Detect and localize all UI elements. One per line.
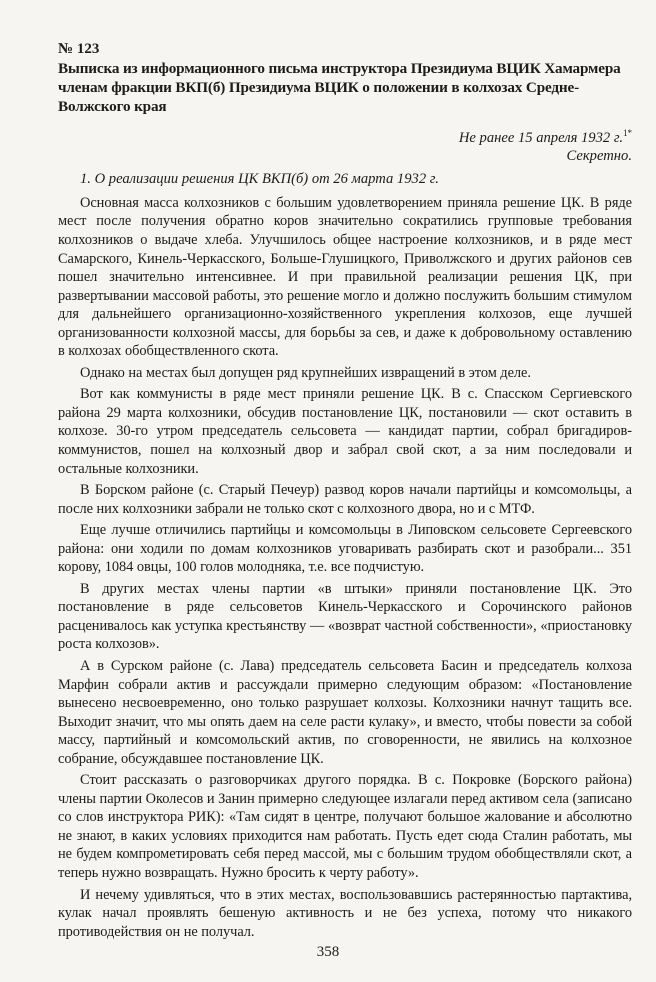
document-meta bbox=[58, 124, 632, 165]
paragraph: А в Сурском районе (с. Лава) председатель сельсовета Басин и председатель колхоза Марфин собрали актив и рассуждали примерно следующим образом: «Постановление вынесено несвоевременно, оно только разрушает колхозы. Колхозники начнут тащить все. Выходит значит, что мы опять даем на селе расти кулаку», и вместо, чтобы повести за собой массу, партийный и комсомольский актив, по сговоренности, не явились на колхозное собрание, обсуждавшее постановление ЦК. bbox=[58, 657, 632, 767]
paragraph: В других местах члены партии «в штыки» приняли постановление ЦК. Это постановление в ряде сельсоветов Кинель-Черкасского и Сорочинского районов расценивалось как уступка крестьянству — «возврат частной собственности», «приостановку роста колхозов». bbox=[58, 580, 632, 653]
paragraph: Стоит рассказать о разговорчиках другого порядка. В с. Покровке (Борского района) члены партии Околесов и Занин примерно следующее излагали перед активом села (записано со слов инструктора РИК): «Там сидят в центре, получают большое жалование и абсолютно не знают, в каких условиях приходится нам работать. Пусть едет сюда Сталин работать, мы не будем компрометировать себя перед массой, мы с большим трудом обобществляли скот, а теперь нужно возвращать. Нужно бросить к черту работу». bbox=[58, 772, 632, 881]
paragraph: Вот как коммунисты в ряде мест приняли решение ЦК. В с. Спасском Сергиевского района 29 марта колхозники, обсудив постановление ЦК, постановили — скот оставить в колхозе. 30-го утром председатель сельсовета — кандидат партии, собрал бригадиров-коммунистов, пошел на колхозный двор и забрал свой скот, а за ним последовали и остальные колхозники. bbox=[58, 386, 632, 477]
classification-stamp: Секретно. bbox=[566, 147, 632, 164]
paragraph: И нечему удивляться, что в этих местах, воспользовавшись растерянностью партактива, кулак начал проявлять бешеную активность и не без успеха, потому что никакого противодействия он не получал. bbox=[58, 886, 632, 940]
paragraph: Однако на местах был допущен ряд крупнейших извращений в этом деле. bbox=[80, 364, 531, 381]
paragraph: Еще лучше отличились партийцы и комсомольцы в Липовском сельсовете Сергеевского района: они ходили по домам колхозников уговаривать разбирать скот и разобрали... 351 корову, 1084 овцы, 100 голов молодняка, т.е. все подчистую. bbox=[58, 522, 632, 576]
document-title: Выписка из информационного письма инструктора Президиума ВЦИК Хамармера членам фракции ВКП(б) Президиума ВЦИК о положении в колхозах Средне-Волжского края bbox=[58, 60, 621, 115]
page-number: 358 bbox=[316, 944, 340, 960]
document-number: № 123 bbox=[58, 41, 100, 57]
document-page bbox=[58, 40, 632, 944]
document-date: Не ранее 15 апреля 1932 г. bbox=[458, 129, 623, 146]
section-heading: 1. О реализации решения ЦК ВКП(б) от 26 марта 1932 г. bbox=[80, 170, 439, 187]
date-footnote-marker: 1* bbox=[623, 128, 632, 138]
paragraph: В Борском районе (с. Старый Печеур) развод коров начали партийцы и комсомольцы, а после них колхозники забрали не только скот с колхозного двора, но и с МТФ. bbox=[58, 482, 632, 517]
paragraph: Основная масса колхозников с большим удовлетворением приняла решение ЦК. В ряде мест после получения обратно коров значительно сократились групповые требования колхозников о выдаче хлеба. Улучшилось общее настроение колхозников, и в ряде мест Самарского, Кинель-Черкасского, Больше-Глушицкого, Приволжского и других районов сев пошел значительно интенсивнее. И при правильной реализации решения ЦК, при развертывании массовой работы, это решение могло и должно послужить большим стимулом для дальнейшего организационно-хозяйственного укрепления колхозов, еще лучшей организованности колхозной массы, для борьбы за сев, и даже к добровольному оставлению в колхозах обобществленного скота. bbox=[58, 194, 632, 360]
